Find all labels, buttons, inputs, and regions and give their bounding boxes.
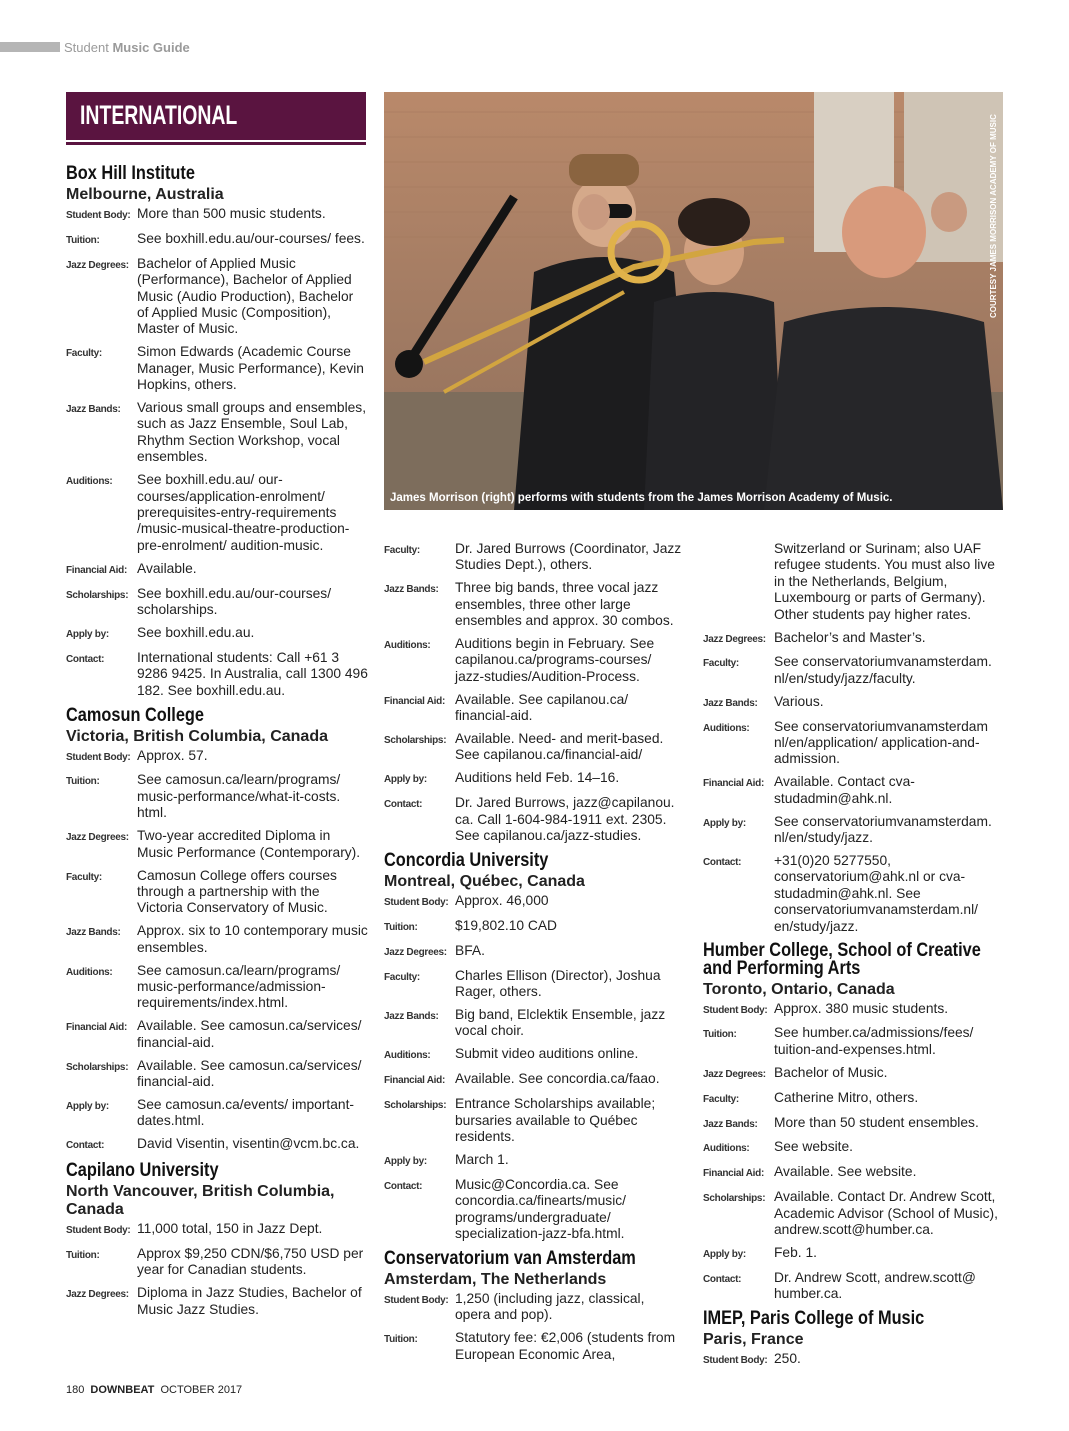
field-value: Charles Ellison (Director), Joshua Rager, others. <box>455 967 661 1000</box>
field-row <box>384 1007 682 1040</box>
field-value: Music@Concordia.ca. See concordia.ca/finearts/music/ programs/undergraduate/ specialization-jazz-bfa.html. <box>455 1176 626 1241</box>
field-label: Auditions: <box>703 1143 750 1155</box>
field-row <box>703 654 1005 687</box>
magazine-name: DOWNBEAT <box>90 1384 155 1396</box>
field-value: David Visentin, visentin@vcm.bc.ca. <box>137 1136 360 1152</box>
field-value: See conservatoriumvanamsterdam. nl/en/study/jazz. <box>774 813 992 846</box>
field-value: Available. <box>137 560 197 576</box>
field-label: Faculty: <box>703 1093 739 1105</box>
field-row <box>384 1330 682 1363</box>
field-value: Bachelor of Music. <box>774 1064 888 1080</box>
field-label: Apply by: <box>384 1155 427 1167</box>
field-row <box>384 1177 682 1243</box>
field-label: Jazz Bands: <box>384 584 439 596</box>
field-row <box>703 1115 1005 1133</box>
column-3 <box>703 541 1005 1376</box>
field-label: Contact: <box>384 799 423 811</box>
field-label: Faculty: <box>384 545 420 556</box>
field-label: Tuition: <box>703 1029 737 1041</box>
field-value: Catherine Mitro, others. <box>774 1089 919 1105</box>
field-row <box>66 1097 368 1130</box>
field-value: Available. Contact Dr. Andrew Scott, Academic Advisor (School of Music), andrew.scott@humber.ca. <box>774 1189 998 1238</box>
field-value: See camosun.ca/learn/programs/ music-performance/admission-requirements/index.html. <box>137 962 341 1011</box>
field-row <box>66 400 368 466</box>
field-value: BFA. <box>455 942 485 958</box>
field-row <box>703 1001 1005 1019</box>
field-value: Approx. 46,000 <box>455 893 549 908</box>
school-entry <box>66 164 368 699</box>
field-value: Two-year accredited Diploma in Music Performance (Contemporary). <box>137 828 361 860</box>
field-value: See camosun.ca/learn/programs/ music-performance/what-it-costs. html. <box>137 772 341 821</box>
field-label: Apply by: <box>703 817 746 829</box>
field-label: Financial Aid: <box>703 1168 764 1180</box>
field-label: Financial Aid: <box>384 1075 445 1087</box>
field-label: Tuition: <box>66 234 100 246</box>
field-row <box>66 1018 368 1051</box>
field-row <box>66 650 368 699</box>
field-value: $19,802.10 CAD <box>455 917 558 933</box>
field-row <box>703 1090 1005 1108</box>
field-row <box>384 770 682 788</box>
field-label: Apply by: <box>703 1249 746 1260</box>
section-header: Student Music Guide <box>64 40 190 55</box>
field-label: Auditions: <box>66 476 113 488</box>
field-value: Simon Edwards (Academic Course Manager, Music Performance), Kevin Hopkins, others. <box>137 344 364 393</box>
page-footer <box>66 1384 242 1396</box>
field-label: Apply by: <box>66 1100 109 1112</box>
school-location: Montreal, Québec, Canada <box>384 873 585 890</box>
field-label: Jazz Bands: <box>66 927 121 939</box>
field-value: Submit video auditions online. <box>455 1046 639 1062</box>
field-label: Jazz Degrees: <box>66 832 129 844</box>
field-label: Jazz Degrees: <box>66 1289 129 1301</box>
field-row <box>384 731 682 764</box>
field-label: Scholarships: <box>703 1193 766 1205</box>
field-label: Jazz Degrees: <box>384 946 447 958</box>
field-value: Auditions begin in February. See capilanou.ca/programs-courses/ jazz-studies/Audition-Process. <box>455 636 655 684</box>
field-label: Contact: <box>66 653 105 665</box>
field-row <box>66 625 368 643</box>
field-row <box>384 1071 682 1089</box>
school-name: Conservatorium van Amsterdam <box>384 1247 636 1269</box>
field-value: Bachelor’s and Master’s. <box>774 629 926 645</box>
field-row <box>703 1351 1005 1369</box>
field-label: Faculty: <box>384 971 420 983</box>
field-row <box>66 1285 368 1318</box>
school-location: Toronto, Ontario, Canada <box>703 980 895 998</box>
field-label: Student Body: <box>66 210 131 221</box>
field-label: Student Body: <box>66 1225 131 1237</box>
field-value: See boxhill.edu.au/our-courses/ fees. <box>137 230 365 246</box>
field-value: Feb. 1. <box>774 1245 817 1260</box>
field-value: Available. See camosun.ca/services/ financial-aid. <box>137 1018 362 1050</box>
field-value: Big band, Elclektik Ensemble, jazz vocal choir. <box>455 1007 666 1039</box>
banner-underline <box>66 142 366 145</box>
field-label: Financial Aid: <box>703 778 764 790</box>
field-row <box>703 1189 1005 1238</box>
field-row <box>703 719 1005 768</box>
section-banner <box>66 92 366 140</box>
field-value: See camosun.ca/events/ important-dates.html. <box>137 1096 355 1129</box>
column-2 <box>384 541 682 1370</box>
field-label: Jazz Degrees: <box>703 1068 766 1080</box>
school-location: Paris, France <box>703 1331 804 1349</box>
field-label: Student Body: <box>384 897 449 908</box>
field-row <box>66 868 368 917</box>
field-row <box>66 344 368 393</box>
field-row <box>66 472 368 554</box>
field-value: See website. <box>774 1139 853 1155</box>
field-value: Available. See website. <box>774 1164 917 1180</box>
school-location: Victoria, British Columbia, Canada <box>66 727 328 745</box>
field-label: Faculty: <box>703 658 739 670</box>
field-row <box>384 918 682 936</box>
field-row <box>384 968 682 1001</box>
field-value: +31(0)20 5277550, conservatorium@ahk.nl or cva-studadmin@ahk.nl. See conservatoriumvanamsterdam.nl/ en/study/jazz. <box>774 853 978 934</box>
field-label: Jazz Bands: <box>384 1011 439 1023</box>
field-label: Student Body: <box>66 751 131 763</box>
field-value: Camosun College offers courses through a partnership with the Victoria Conservatory of Music. <box>137 867 337 916</box>
field-value: Available. Need- and merit-based. See capilanou.ca/financial-aid/ <box>455 731 664 763</box>
field-value: See humber.ca/admissions/fees/ tuition-and-expenses.html. <box>774 1025 974 1057</box>
field-label: Contact: <box>703 1273 742 1285</box>
field-row <box>384 1291 682 1324</box>
field-row <box>703 1065 1005 1083</box>
field-row <box>384 943 682 961</box>
field-value: March 1. <box>455 1151 509 1167</box>
field-value: Dr. Andrew Scott, andrew.scott@ humber.ca. <box>774 1269 976 1302</box>
field-value: Available. See capilanou.ca/ financial-aid. <box>455 691 629 724</box>
field-label: Financial Aid: <box>66 1022 127 1034</box>
field-value: See conservatoriumvanamsterdam nl/en/application/ application-and-admission. <box>774 718 988 767</box>
field-value: Dr. Jared Burrows, jazz@capilanou. ca. Call 1-604-984-1911 ext. 2305. See capilanou.ca/jazz-studies. <box>455 795 675 844</box>
feature-photo <box>384 92 1003 510</box>
field-label: Apply by: <box>384 774 427 786</box>
field-label: Financial Aid: <box>384 695 445 707</box>
field-label: Scholarships: <box>384 1100 447 1112</box>
field-row <box>66 1058 368 1091</box>
field-row <box>66 1136 368 1154</box>
field-value: More than 500 music students. <box>137 206 326 221</box>
field-label: Tuition: <box>384 1334 418 1346</box>
field-row <box>703 774 1005 807</box>
field-value: Auditions held Feb. 14–16. <box>455 770 620 786</box>
field-label: Jazz Degrees: <box>66 259 129 271</box>
field-label: Faculty: <box>66 348 102 360</box>
field-row <box>703 1245 1005 1263</box>
field-row <box>384 893 682 911</box>
field-label: Auditions: <box>703 722 750 734</box>
field-row <box>384 692 682 725</box>
school-location: Melbourne, Australia <box>66 186 224 203</box>
field-value: Dr. Jared Burrows (Coordinator, Jazz Studies Dept.), others. <box>455 541 682 573</box>
field-row <box>703 694 1005 712</box>
field-label: Student Body: <box>703 1355 768 1367</box>
photo-illustration <box>384 92 1003 510</box>
field-row <box>703 1139 1005 1157</box>
school-name: IMEP, Paris College of Music <box>703 1308 925 1330</box>
field-row <box>703 1164 1005 1182</box>
field-value: See conservatoriumvanamsterdam. nl/en/study/jazz/faculty. <box>774 654 992 686</box>
field-value: 11,000 total, 150 in Jazz Dept. <box>137 1221 323 1237</box>
field-label: Contact: <box>703 857 742 868</box>
field-label: Tuition: <box>66 1250 100 1261</box>
field-row <box>66 231 368 249</box>
field-value: See boxhill.edu.au/ our-courses/application-enrolment/ prerequisites-entry-requirements /music-musical-theatre-production-pre-enrolment/ audition-music. <box>137 472 350 553</box>
field-value: Statutory fee: €2,006 (students from European Economic Area, <box>455 1330 676 1362</box>
school-name: Box Hill Institute <box>66 163 195 184</box>
field-label: Scholarships: <box>66 589 129 601</box>
field-label: Faculty: <box>66 871 102 883</box>
field-label: Jazz Bands: <box>703 1118 758 1130</box>
photo-credit: COURTESY JAMES MORRISON ACADEMY OF MUSIC <box>989 114 998 318</box>
field-value: Three big bands, three vocal jazz ensembles, three other large ensembles and approx. 30 combos. <box>455 580 674 629</box>
field-value: 1,250 (including jazz, classical, opera and pop). <box>455 1290 645 1323</box>
field-row <box>66 586 368 619</box>
school-entry <box>384 851 682 1242</box>
field-label: Student Body: <box>384 1294 449 1306</box>
field-row <box>384 1096 682 1145</box>
field-row <box>66 828 368 861</box>
header-bar <box>0 42 60 52</box>
field-label: Scholarships: <box>66 1061 129 1073</box>
field-label: Auditions: <box>384 640 431 652</box>
field-label: Student Body: <box>703 1004 768 1016</box>
field-value: Various. <box>774 693 824 709</box>
field-label: Tuition: <box>66 776 100 788</box>
field-value: Available. Contact cva-studadmin@ahk.nl. <box>774 774 915 806</box>
field-value: Diploma in Jazz Studies, Bachelor of Music Jazz Studies. <box>137 1285 362 1317</box>
field-label: Auditions: <box>66 966 113 978</box>
field-row <box>66 748 368 766</box>
field-value: Available. See camosun.ca/services/ financial-aid. <box>137 1057 362 1089</box>
field-label: Contact: <box>384 1180 423 1192</box>
field-row <box>66 206 368 224</box>
school-entry <box>703 1309 1005 1369</box>
page-number: 180 <box>66 1384 85 1396</box>
school-location: North Vancouver, British Columbia, Canada <box>66 1183 335 1219</box>
field-label: Auditions: <box>384 1050 431 1062</box>
field-row <box>703 1270 1005 1303</box>
school-name: Camosun College <box>66 704 205 726</box>
field-value: International students: Call +61 3 9286 9425. In Australia, call 1300 496 182. See boxhill.edu.au. <box>137 649 368 698</box>
school-name: Humber College, School of Creative and Performing Arts <box>703 939 981 979</box>
field-row <box>66 963 368 1012</box>
field-row <box>703 814 1005 847</box>
field-row <box>66 772 368 821</box>
issue-date: OCTOBER 2017 <box>160 1384 243 1396</box>
field-value: Entrance Scholarships available; bursaries available to Québec residents. <box>455 1096 656 1144</box>
field-label: Jazz Degrees: <box>703 633 766 645</box>
column-1 <box>66 158 368 1325</box>
field-value: Bachelor of Applied Music (Performance), Bachelor of Applied Music (Audio Production), Bachelor of Applied Music (Composition), Master of Music. <box>137 255 354 337</box>
field-row <box>703 853 1005 935</box>
school-location: Amsterdam, The Netherlands <box>384 1270 607 1288</box>
field-value: Available. See concordia.ca/faao. <box>455 1071 660 1087</box>
field-row <box>384 795 682 844</box>
field-value: More than 50 student ensembles. <box>774 1114 979 1130</box>
school-name: Concordia University <box>384 850 549 871</box>
field-row <box>384 541 682 574</box>
field-row <box>384 1152 682 1170</box>
field-value: Approx. 380 music students. <box>774 1000 949 1016</box>
field-label: Tuition: <box>384 921 418 933</box>
school-name: Capilano University <box>66 1160 219 1182</box>
field-label: Contact: <box>66 1140 105 1152</box>
field-row <box>66 923 368 956</box>
field-label: Jazz Bands: <box>703 697 758 709</box>
school-entry <box>66 1161 368 1318</box>
field-label: Scholarships: <box>384 735 447 747</box>
field-row <box>66 1221 368 1239</box>
field-row <box>66 1246 368 1279</box>
field-row <box>384 580 682 629</box>
photo-caption: James Morrison (right) performs with students from the James Morrison Academy of Music. <box>390 492 893 504</box>
field-label: Apply by: <box>66 628 109 640</box>
field-value: Approx $9,250 CDN/$6,750 USD per year for Canadian students. <box>137 1246 364 1278</box>
school-entry <box>384 1249 682 1363</box>
field-row <box>66 256 368 338</box>
field-row <box>384 1046 682 1064</box>
field-label: Jazz Bands: <box>66 404 121 416</box>
field-row <box>66 561 368 579</box>
continued-text: Switzerland or Surinam; also UAF refugee students. You must also live in the Netherlands, Belgium, Luxembourg or parts of Germany). Other students pay higher rates. <box>774 541 995 622</box>
field-value: Approx. six to 10 contemporary music ensembles. <box>137 923 368 955</box>
field-value: 250. <box>774 1351 801 1367</box>
field-row <box>384 636 682 685</box>
school-entry <box>66 706 368 1155</box>
school-entry <box>703 939 1005 1303</box>
banner-title: INTERNATIONAL <box>80 100 238 130</box>
field-value: See boxhill.edu.au. <box>137 624 255 640</box>
field-value: See boxhill.edu.au/our-courses/ scholarships. <box>137 585 332 618</box>
field-label: Financial Aid: <box>66 564 127 576</box>
field-row <box>703 1025 1005 1058</box>
field-value: Approx. 57. <box>137 747 208 763</box>
field-row <box>703 630 1005 648</box>
field-value: Various small groups and ensembles, such as Jazz Ensemble, Soul Lab, Rhythm Section Workshop, vocal ensembles. <box>137 400 367 465</box>
